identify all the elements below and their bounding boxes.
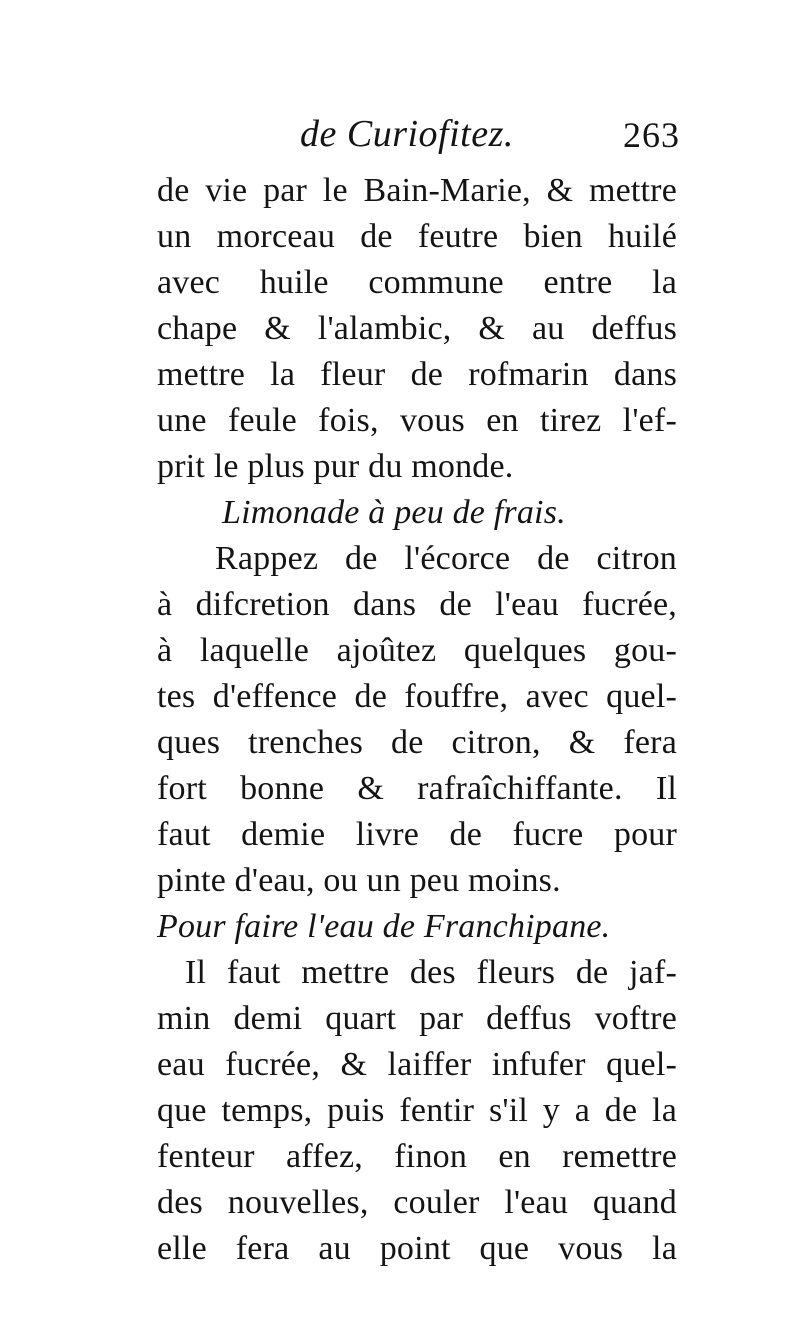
page-number: 263 bbox=[623, 115, 680, 155]
text-line: à difcretion dans de l'eau fucrée, bbox=[157, 586, 677, 623]
running-head-title: de Curiofitez. bbox=[300, 113, 514, 155]
text-line: chape & l'alambic, & au deffus bbox=[157, 310, 677, 347]
text-line: Rappez de l'écorce de citron bbox=[215, 540, 677, 577]
text-line: ques trenches de citron, & fera bbox=[157, 724, 677, 761]
text-line: fenteur affez, finon en remettre bbox=[157, 1138, 677, 1175]
text-line: tes d'effence de fouffre, avec quel- bbox=[157, 678, 677, 715]
text-line: une feule fois, vous en tirez l'ef- bbox=[157, 402, 677, 439]
text-line: faut demie livre de fucre pour bbox=[157, 816, 677, 853]
text-line: avec huile commune entre la bbox=[157, 264, 677, 301]
text-line: prit le plus pur du monde. bbox=[157, 448, 514, 485]
text-line: mettre la fleur de rofmarin dans bbox=[157, 356, 677, 393]
section-heading-franchipane: Pour faire l'eau de Franchipane. bbox=[157, 908, 611, 945]
section-heading-limonade: Limonade à peu de frais. bbox=[222, 494, 566, 531]
text-line: min demi quart par deffus voftre bbox=[157, 1000, 677, 1037]
text-line: fort bonne & rafraîchiffante. Il bbox=[157, 770, 677, 807]
text-line: à laquelle ajoûtez quelques gou- bbox=[157, 632, 677, 669]
text-line: que temps, puis fentir s'il y a de la bbox=[157, 1092, 677, 1129]
text-line: elle fera au point que vous la bbox=[157, 1230, 677, 1267]
running-head bbox=[160, 112, 680, 162]
text-line: eau fucrée, & laiffer infufer quel- bbox=[157, 1046, 677, 1083]
body-text bbox=[157, 168, 677, 1272]
text-line: Il faut mettre des fleurs de jaf- bbox=[185, 954, 677, 991]
text-line: des nouvelles, couler l'eau quand bbox=[157, 1184, 677, 1221]
text-line: pinte d'eau, ou un peu moins. bbox=[157, 862, 561, 899]
text-line: de vie par le Bain-Marie, & mettre bbox=[157, 172, 677, 209]
text-line: un morceau de feutre bien huilé bbox=[157, 218, 677, 255]
